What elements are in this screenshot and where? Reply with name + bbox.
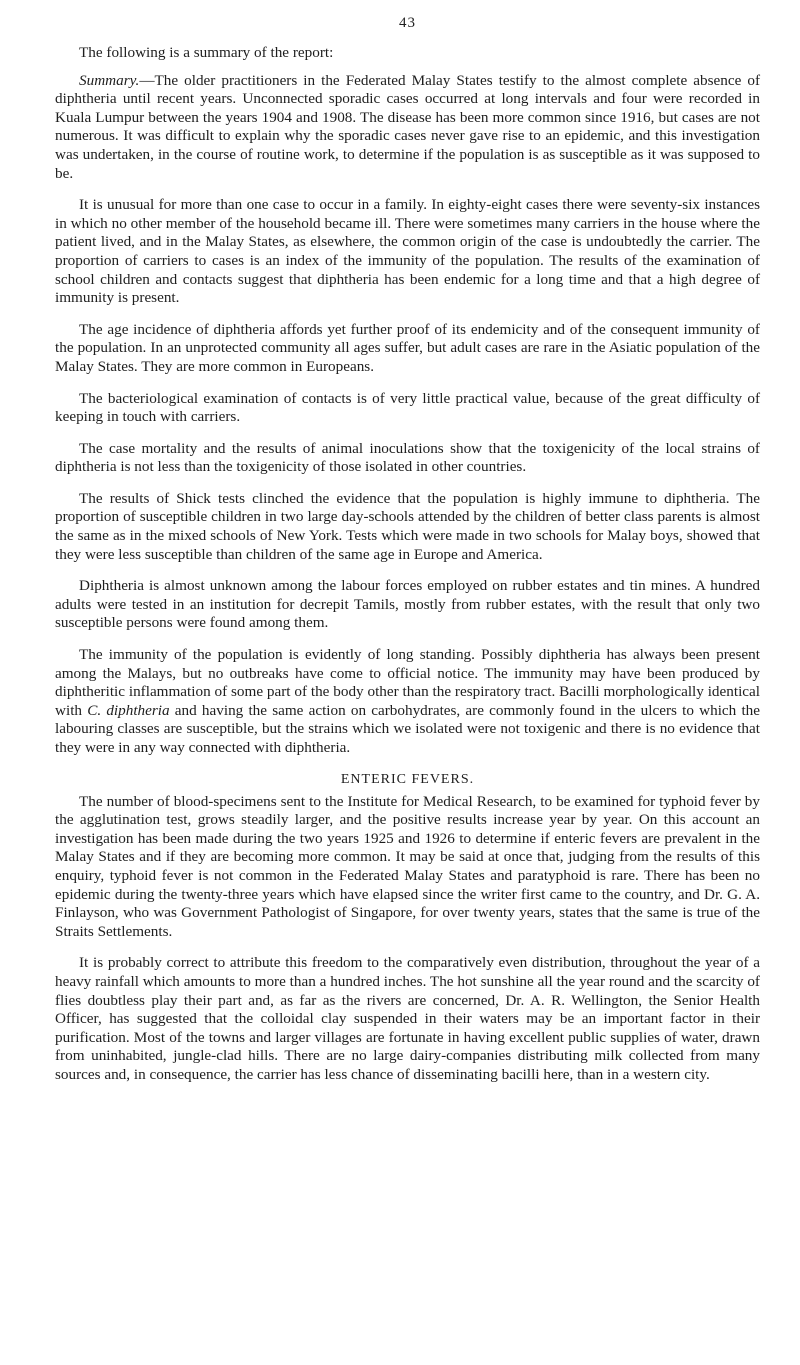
paragraph-case-mortality: The case mortality and the results of animal inoculations show that the toxigenicity of the local strains of diphtheria is not less than the toxigenicity of those isolated in other countries. [55,439,760,476]
immunity-text-start: The immunity of the population is evidently of long standing. Possibly diphtheria has always been present among the Malays, but no outbreaks have come to official notice. The immunity may have been produced by diphtheritic inflammation of some part of the body other than the respiratory tract. Bacilli morphologically identical with [55,646,760,719]
paragraph-bacteriological-examination: The bacteriological examination of contacts is of very little practical value, because of the great difficulty of keeping in touch with carriers. [55,389,760,426]
paragraph-rainfall-freedom: It is probably correct to attribute this freedom to the comparatively even distribution, throughout the year of a heavy rainfall which amounts to more than a hundred inches. The hot sunshine all the year round and the scarcity of flies doubtless play their part and, as far as the rivers are concerned, Dr. A. R. Wellington, the Senior Health Officer, has suggested that the colloidal clay suspended in their waters may be an important factor in their purification. Most of the towns and larger villages are fortunate in having excellent public supplies of water, drawn from uninhabited, jungle-clad hills. There are no large dairy-companies distributing milk collected from many sources and, in consequence, the carrier has less chance of disseminating bacilli here, than in a western city. [55,954,760,1083]
document-page [55,14,760,1354]
paragraph-age-incidence: The age incidence of diphtheria affords yet further proof of its endemicity and of the consequent immunity of the population. In an unprotected community all ages suffer, but adult cases are rare in the Asiatic population of the Malay States. They are more common in Europeans. [55,320,760,375]
section-heading-enteric-fevers: ENTERIC FEVERS. [340,771,475,787]
summary-paragraph [55,72,760,184]
paragraph-shick-tests: The results of Shick tests clinched the evidence that the population is highly immune to diphtheria. The proportion of susceptible children in two large day-schools attended by the children of better class parents is almost the same as in the mixed schools of New York. Tests which were made in two schools for Malay boys, showed that they were less susceptible than children of the same age in Europe and America. [55,489,760,563]
report-intro: The following is a summary of the report: [79,44,334,61]
species-name: C. diphtheria [87,701,170,719]
paragraph-blood-specimens: The number of blood-specimens sent to the Institute for Medical Research, to be examined for typhoid fever by the agglutination test, grows steadily larger, and the positive results increase year by year. On this account an investigation has been made during the two years 1925 and 1926 to determine if enteric fevers are prevalent in the Malay States and if they are becoming more common. It may be said at once that, judging from the results of this enquiry, typhoid fever is not common in the Federated Malay States and paratyphoid is rare. There has been no epidemic during the twenty-three years which have elapsed since the writer first came to the country, and Dr. G. A. Finlayson, who was Government Pathologist of Singapore, for over twenty years, states that the same is true of the Straits Settlements. [55,792,760,940]
paragraph-labour-forces: Diphtheria is almost unknown among the labour forces employed on rubber estates and tin mines. A hundred adults were tested in an institution for decrepit Tamils, mostly from rubber estates, with the result that only two susceptible persons were found among them. [55,577,760,632]
immunity-text-end: and having the same action on carbohydrates, are commonly found in the ulcers to which the labouring classes are susceptible, but the strains which we isolated were not toxigenic and there is no evidence that they were in any way connected with diphtheria. [55,701,760,756]
summary-label: Summary. [79,71,140,89]
paragraph-family-cases: It is unusual for more than one case to occur in a family. In eighty-eight cases there were seventy-six instances in which no other member of the household became ill. There were sometimes many carriers in the house where the patient lived, and in the Malay States, as elsewhere, the common origin of the case is undoubtedly the carrier. The proportion of carriers to cases is an index of the immunity of the population. The results of the examination of school children and contacts suggest that diphtheria has been endemic for a long time and that a high degree of immunity is present. [55,196,760,307]
summary-text: —The older practitioners in the Federated Malay States testify to the almost complete absence of diphtheria until recent years. Unconnected sporadic cases occurred at long intervals and four were recorded in Kuala Lumpur between the years 1904 and 1908. The disease has been more common since 1916, but cases are not numerous. It was difficult to explain why the sporadic cases never gave rise to an epidemic, and this investigation was undertaken, in the course of routine work, to determine if the population is as susceptible as it was supposed to be. [55,71,760,182]
page-number: 43 [399,15,416,31]
paragraph-immunity [55,646,760,758]
